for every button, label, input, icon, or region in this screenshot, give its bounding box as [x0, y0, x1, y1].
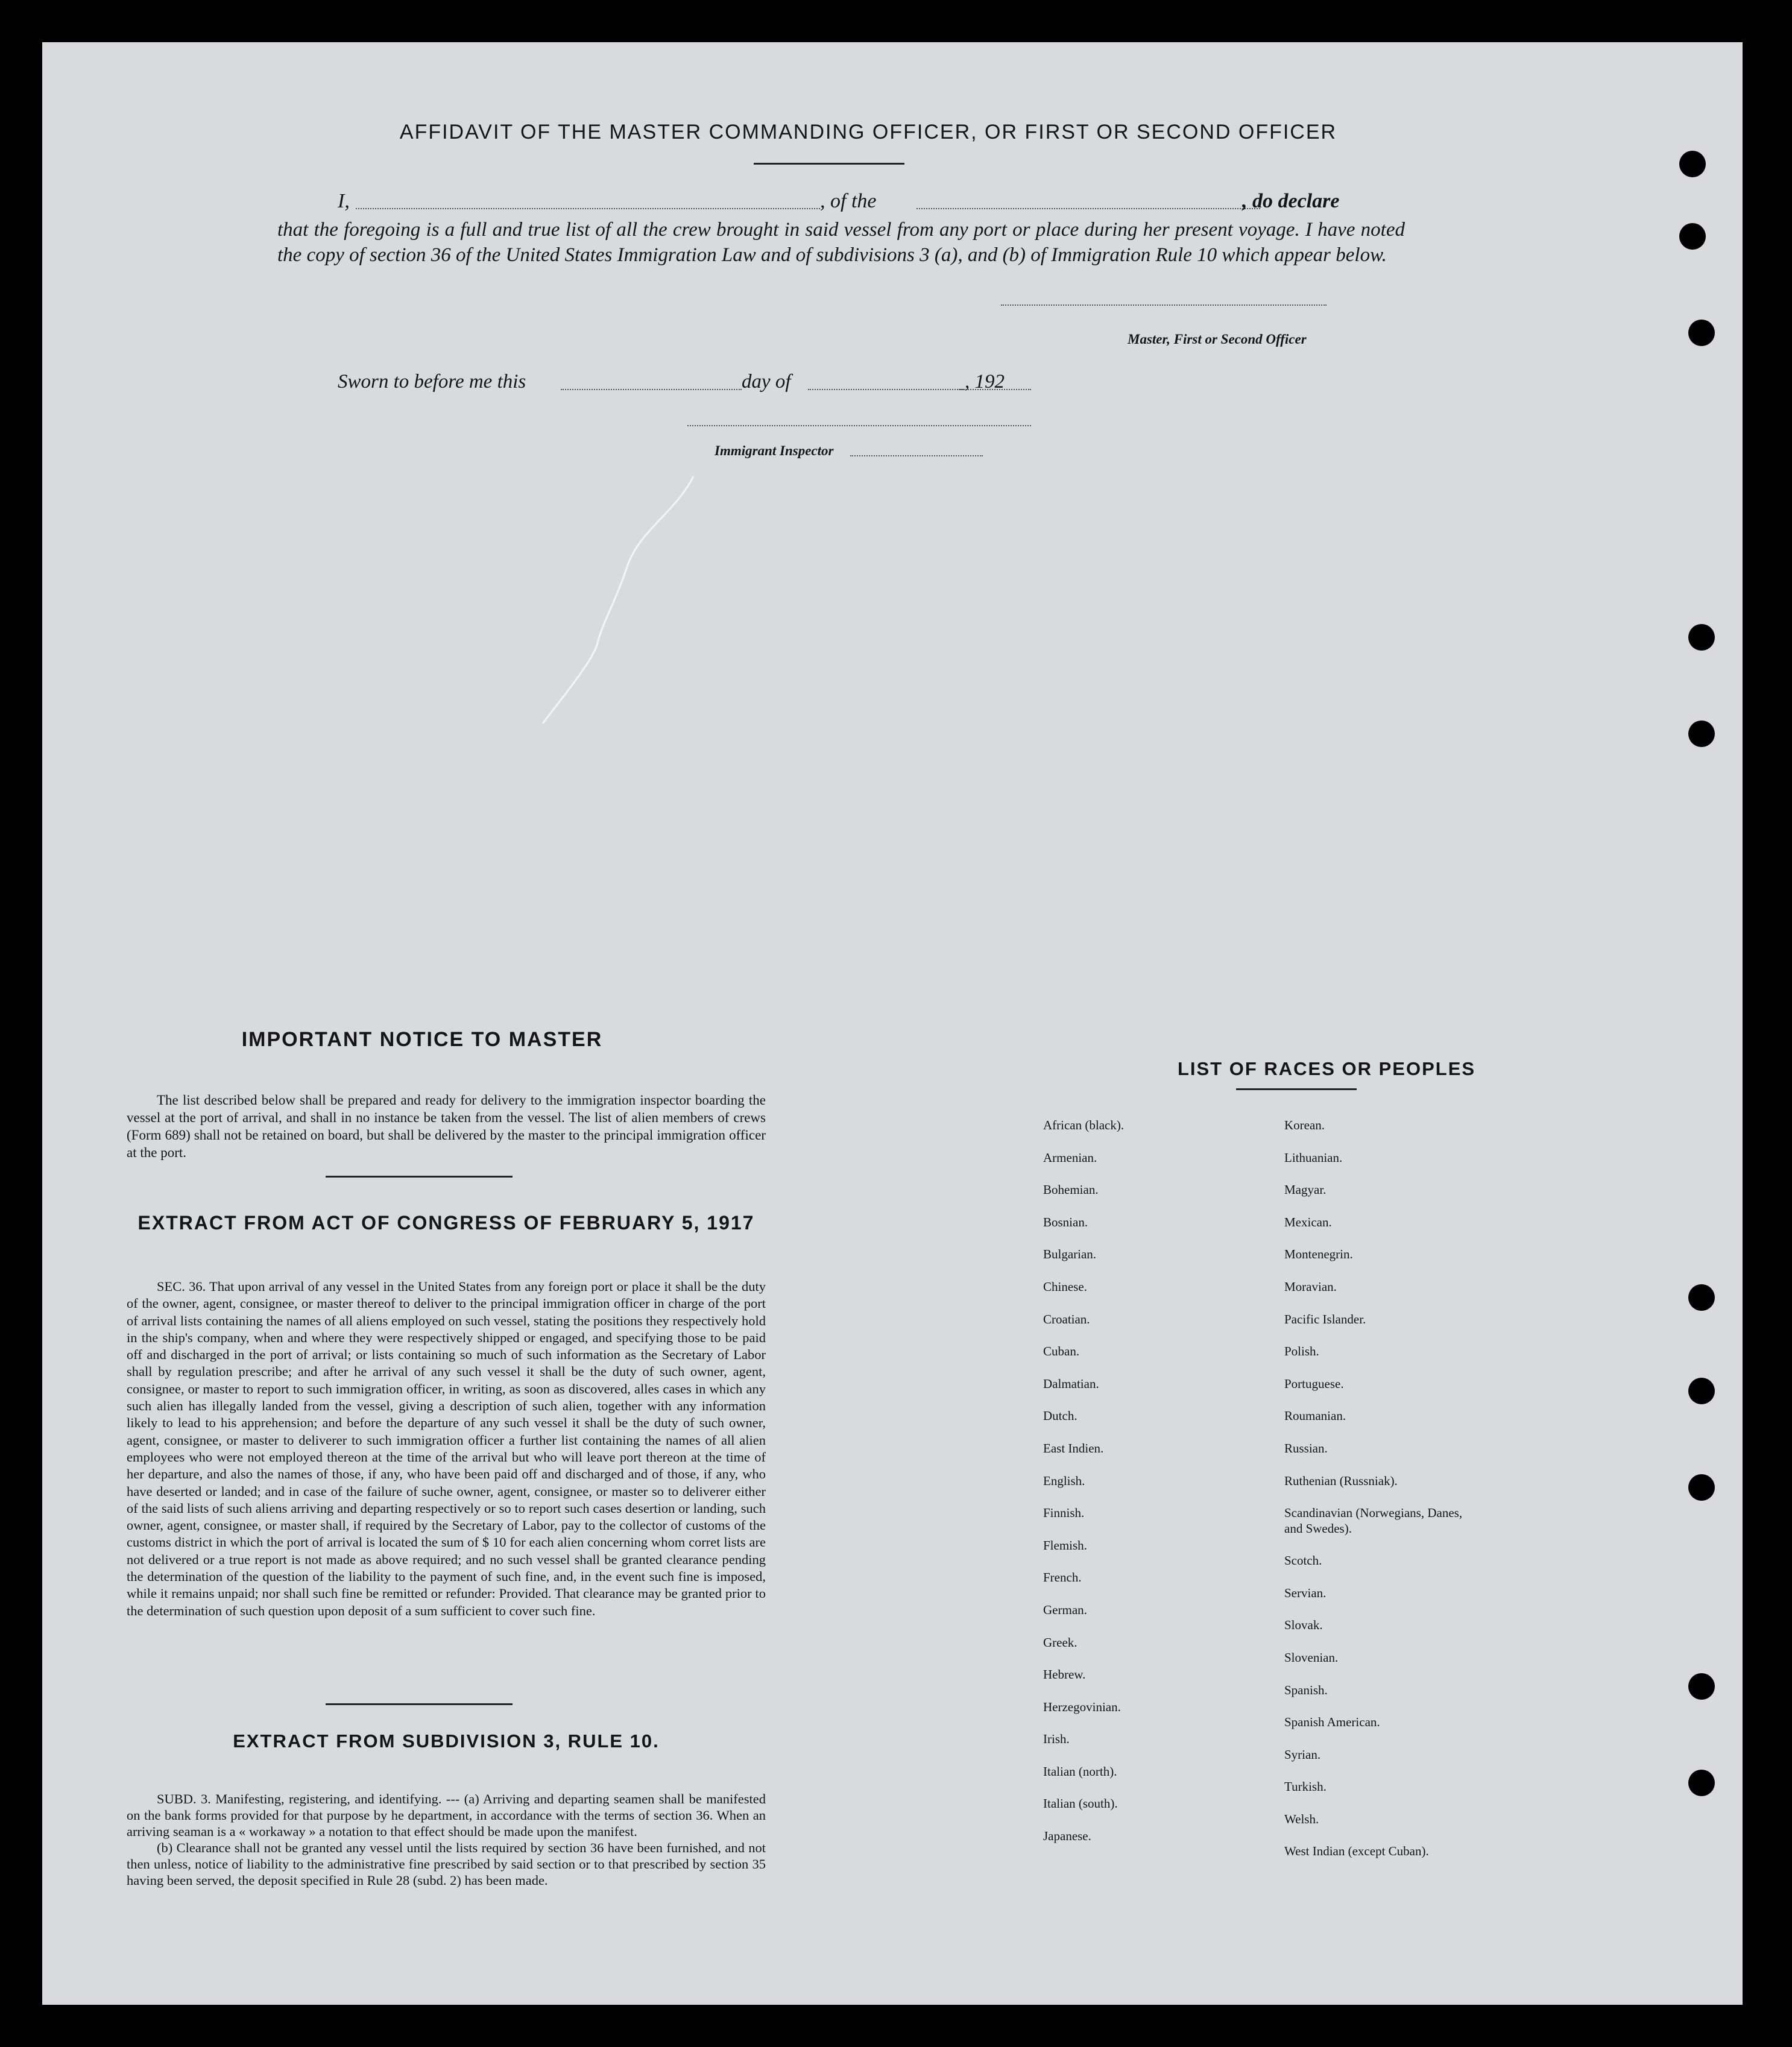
- inspector-trailing-line: [850, 455, 983, 456]
- race-item: Bulgarian.: [1043, 1247, 1097, 1262]
- year-line[interactable]: [959, 389, 1031, 390]
- race-item: German.: [1043, 1602, 1087, 1617]
- punch-hole: [1679, 223, 1706, 250]
- race-item: Scotch.: [1284, 1553, 1322, 1568]
- inspector-signature-line[interactable]: [687, 425, 1031, 426]
- master-signature-line[interactable]: [1001, 304, 1327, 306]
- races-right-column: [1284, 1109, 1465, 1868]
- race-item: Turkish.: [1284, 1779, 1327, 1794]
- race-item: Roumanian.: [1284, 1408, 1346, 1424]
- sworn-year: , 192: [965, 371, 1005, 393]
- race-item: Slovenian.: [1284, 1650, 1339, 1665]
- race-item: Magyar.: [1284, 1182, 1327, 1197]
- rule-extract-text: [127, 1791, 766, 1888]
- rule-para-b: (b) Clearance shall not be granted any vessel until the lists required by section 36 have been furnished, and not then unless, notice of liability to the administrative fine prescribed by said section or to that prescribed by section 35 having been served, the deposit specified in Rule 28 (subd. 2) has been made.: [127, 1840, 766, 1888]
- sworn-day-of: day of: [742, 371, 791, 393]
- punch-hole: [1688, 1474, 1715, 1501]
- race-item: Italian (south).: [1043, 1796, 1118, 1811]
- punch-hole: [1688, 624, 1715, 651]
- race-item: Russian.: [1284, 1440, 1328, 1456]
- race-item: West Indian (except Cuban).: [1284, 1844, 1429, 1859]
- master-signature-label: Master, First or Second Officer: [1128, 332, 1307, 347]
- race-item: Portuguese.: [1284, 1376, 1344, 1391]
- form-page: [42, 42, 1743, 2005]
- punch-hole: [1688, 1673, 1715, 1700]
- race-item: Japanese.: [1043, 1829, 1091, 1844]
- affidavit-declare: , do declare: [1242, 190, 1340, 212]
- rule-para-a: SUBD. 3. Manifesting, registering, and identifying. --- (a) Arriving and departing seamen shall be manifested on the bank forms provided for that purpose by he department, in accordance with the terms of section 36. When an arriving seaman is a « workaway » a notation to that effect should be made upon the manifest.: [127, 1791, 766, 1839]
- act-extract-text: SEC. 36. That upon arrival of any vessel in the United States from any foreign port or place it shall be the duty of the owner, agent, consignee, or master thereof to deliver to the principal immigration officer in charge of the port of arrival lists containing the names of all aliens employed on such vessel, stating the positions they respectively hold in the ship's company, when and where they were respectively shipped or engaged, and specifying those to be paid off and discharged in the port of arrival; or lists containing so much of such information as the Secretary of Labor shall by regulation prescribe; and after he arrival of any such vessel it shall be the duty of such owner, agent, consignee, or master to report to such immigration officer, in writing, as soon as discovered, alles cases in which any such alien has illegally landed from the vessel, giving a description of such alien, together with any information likely to lead to his apprehension; and before the departure of any such vessel it shall be the duty of such owner, agent, consignee, or master to deliverer to such immigration officer a further list containing the names of all alien employees who were not employed thereon at the time of the arrival but who will leave port thereon at the time of her departure, and also the names of those, if any, who have been paid off and discharged and of those, if any, who have deserted or landed; and in case of the failure of suche owner, agent, consignee, or master so to deliverer either of the said lists of such aliens arriving and departing respectively or so to report such cases desertion or landing, such owner, agent, consignee, or master shall, if required by the Secretary of Labor, pay to the collector of customs of the customs district in which the port of arrival is located the sum of $ 10 for each alien concerning whom corret lists are not delivered or a true report is not made as above required; and no such vessel shall be granted clearance pending the determination of the question of the liability to the payment of such fine, and, in the event such fine is imposed, while it remains unpaid; nor shall such fine be remitted or refunder: Provided. That clearance may be granted prior to the determination of such question upon deposit of a sum sufficient to cover such fine.: [127, 1279, 766, 1618]
- name-field-line[interactable]: [356, 208, 820, 209]
- race-item: Servian.: [1284, 1585, 1327, 1600]
- race-item: Dutch.: [1043, 1408, 1077, 1424]
- race-item: Spanish.: [1284, 1682, 1328, 1697]
- race-item: East Indien.: [1043, 1440, 1104, 1456]
- affidavit-title: AFFIDAVIT OF THE MASTER COMMANDING OFFICER, OR FIRST OR SECOND OFFICER: [399, 121, 1337, 144]
- race-item: Hebrew.: [1043, 1667, 1086, 1682]
- race-item: Polish.: [1284, 1344, 1319, 1359]
- notice-divider: [326, 1176, 513, 1178]
- race-item: Montenegrin.: [1284, 1247, 1353, 1262]
- punch-hole: [1688, 721, 1715, 747]
- race-item: Scandinavian (Norwegians, Danes, and Swedes).: [1284, 1506, 1463, 1536]
- race-item: Irish.: [1043, 1732, 1070, 1747]
- races-underline: [1236, 1088, 1357, 1090]
- notice-title: IMPORTANT NOTICE TO MASTER: [241, 1028, 603, 1051]
- notice-text: The list described below shall be prepared and ready for delivery to the immigration inspector boarding the vessel at the port of arrival, and shall in no instance be taken from the vessel. The list of alien members of crews (Form 689) shall not be retained on board, but shall be delivered by the master to the principal immigration officer at the port.: [127, 1093, 766, 1160]
- race-item: Italian (north).: [1043, 1764, 1117, 1779]
- affidavit-of-the: , of the: [820, 190, 877, 212]
- race-item: Korean.: [1284, 1118, 1325, 1132]
- race-item: Ruthenian (Russniak).: [1284, 1473, 1398, 1488]
- race-item: Spanish American.: [1284, 1715, 1380, 1730]
- race-item: Bosnian.: [1043, 1214, 1088, 1229]
- sworn-text: Sworn to before me this: [338, 371, 526, 393]
- race-item: Welsh.: [1284, 1811, 1319, 1826]
- title-underline: [754, 163, 904, 165]
- race-item: Croatian.: [1043, 1311, 1090, 1326]
- punch-hole: [1688, 1284, 1715, 1311]
- act-extract-title: EXTRACT FROM ACT OF CONGRESS OF FEBRUARY 5, 1917: [137, 1212, 755, 1234]
- race-item: Greek.: [1043, 1635, 1077, 1650]
- race-item: Mexican.: [1284, 1214, 1332, 1229]
- race-item: Slovak.: [1284, 1618, 1323, 1633]
- race-item: Flemish.: [1043, 1538, 1087, 1553]
- race-item: Armenian.: [1043, 1150, 1097, 1165]
- rule-extract-title: EXTRACT FROM SUBDIVISION 3, RULE 10.: [233, 1730, 660, 1752]
- races-left-column: [1043, 1109, 1124, 1853]
- race-item: Cuban.: [1043, 1344, 1080, 1359]
- race-item: Dalmatian.: [1043, 1376, 1099, 1391]
- pen-stroke: [537, 464, 718, 736]
- race-item: Syrian.: [1284, 1747, 1321, 1762]
- race-item: Bohemian.: [1043, 1182, 1099, 1197]
- race-item: Moravian.: [1284, 1279, 1337, 1294]
- punch-hole: [1679, 151, 1706, 177]
- race-item: Lithuanian.: [1284, 1150, 1343, 1165]
- race-item: French.: [1043, 1570, 1082, 1585]
- race-item: Herzegovinian.: [1043, 1699, 1121, 1714]
- sworn-day-line[interactable]: [561, 389, 742, 390]
- sworn-month-line[interactable]: [808, 389, 965, 390]
- inspector-label: Immigrant Inspector: [715, 443, 834, 458]
- race-item: English.: [1043, 1473, 1085, 1488]
- punch-hole: [1688, 1378, 1715, 1404]
- race-item: African (black).: [1043, 1118, 1125, 1132]
- affidavit-i: I,: [338, 190, 350, 212]
- affidavit-body: that the foregoing is a full and true list of all the crew brought in said vessel from any port or place during her present voyage. I have noted the copy of section 36 of the United States Immigration Law and of subdivisions 3 (a), and (b) of Immigration Rule 10 which appear below.: [277, 219, 1405, 266]
- act-divider: [326, 1703, 513, 1705]
- punch-hole: [1688, 1770, 1715, 1796]
- race-item: Finnish.: [1043, 1506, 1085, 1521]
- punch-hole: [1688, 320, 1715, 346]
- race-item: Pacific Islander.: [1284, 1311, 1366, 1326]
- races-title: LIST OF RACES OR PEOPLES: [1177, 1058, 1476, 1079]
- vessel-field-line[interactable]: [917, 208, 1260, 209]
- race-item: Chinese.: [1043, 1279, 1087, 1294]
